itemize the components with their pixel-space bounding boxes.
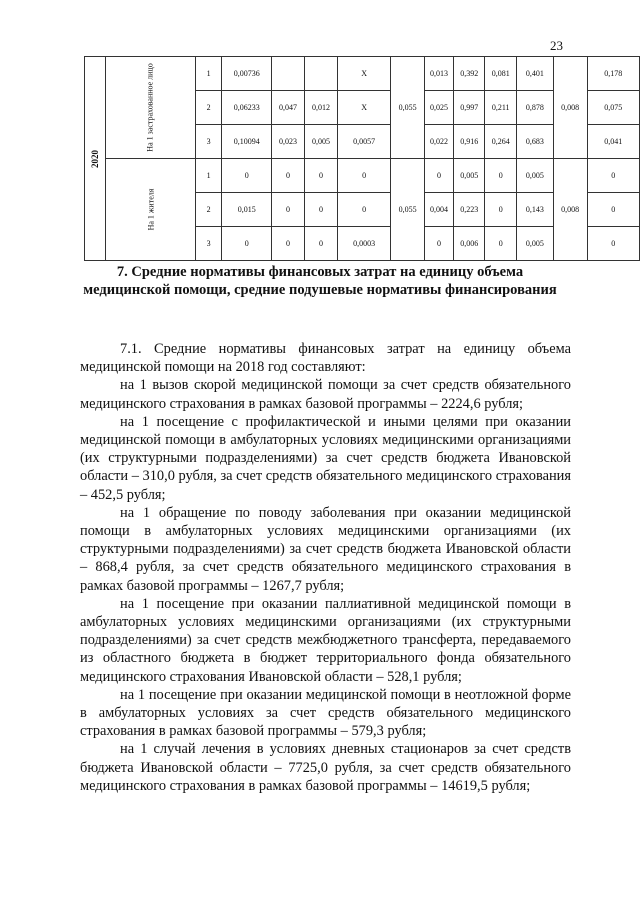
table-cell: X: [337, 57, 390, 91]
table-cell: 3: [195, 125, 222, 159]
table-cell: 1: [195, 57, 222, 91]
table-cell: 0: [587, 159, 639, 193]
table-cell: 0,075: [587, 91, 639, 125]
table-cell: 2: [195, 91, 222, 125]
table-cell: 0: [485, 227, 516, 261]
table-cell: 0,143: [516, 193, 553, 227]
table-cell: 0,0057: [337, 125, 390, 159]
table-cell: 0,005: [304, 125, 337, 159]
merged-cell: 0,055: [391, 57, 425, 159]
table-cell: 0,013: [424, 57, 453, 91]
table-cell: 0,0003: [337, 227, 390, 261]
table-cell: 0: [304, 159, 337, 193]
table-cell: 0,006: [454, 227, 485, 261]
table-cell: 0,022: [424, 125, 453, 159]
section-title: 7. Средние нормативы финансовых затрат на единицу объема медицинской помощи, средние подушевые нормативы финансирования: [83, 264, 557, 298]
year-cell: [85, 57, 106, 261]
table-cell: 0,06233: [222, 91, 272, 125]
merged-cell: 0,008: [553, 159, 587, 261]
group-cell: [106, 57, 195, 159]
table-cell: 1: [195, 159, 222, 193]
table-cell: [272, 57, 305, 91]
table-cell: 0,264: [485, 125, 516, 159]
table-row: [85, 57, 640, 91]
table-cell: 0: [222, 227, 272, 261]
table-cell: 3: [195, 227, 222, 261]
table-cell: [304, 57, 337, 91]
paragraph: на 1 вызов скорой медицинской помощи за счет средств обязательного медицинского страхования в рамках базовой программы – 2224,6 рубля;: [80, 377, 571, 412]
table-cell: 0: [587, 227, 639, 261]
table-cell: 0: [304, 227, 337, 261]
table-cell: 0,10094: [222, 125, 272, 159]
table-cell: 0: [424, 227, 453, 261]
paragraph: на 1 посещение при оказании паллиативной медицинской помощи в амбулаторных условиях медицинскими организациями (их структурными подразделениями) за счет средств межбюджетного трансферта, передаваемого из областного бюджета в бюджет территориального фонда обязательного медицинского страхования Ивановской области – 528,1 рубля;: [80, 595, 571, 685]
table-cell: 0,00736: [222, 57, 272, 91]
table-cell: 0: [222, 159, 272, 193]
table-cell: 0,211: [485, 91, 516, 125]
table-cell: 0: [337, 159, 390, 193]
table-cell: 0,223: [454, 193, 485, 227]
table-cell: 0: [272, 159, 305, 193]
table-cell: 0,025: [424, 91, 453, 125]
table-cell: 0,005: [516, 159, 553, 193]
body-text: [80, 340, 571, 795]
merged-cell: 0,008: [553, 57, 587, 159]
merged-cell: 0,055: [391, 159, 425, 261]
paragraph: на 1 посещение при оказании медицинской помощи в неотложной форме в амбулаторных условиях за счет средств обязательного медицинского страхования в рамках базовой программы – 579,3 рубля;: [80, 686, 571, 740]
table-cell: 0,023: [272, 125, 305, 159]
paragraph: на 1 посещение с профилактической и иными целями при оказании медицинской помощи в амбулаторных условиях медицинскими организациями (их структурными подразделениями) за счет средств бюджета Ивановской области – 310,0 рубля, за счет средств обязательного медицинского страхования – 452,5 рубля;: [80, 413, 571, 503]
paragraph: 7.1. Средние нормативы финансовых затрат на единицу объема медицинской помощи на 2018 год составляют:: [80, 341, 571, 376]
page-number: 23: [550, 38, 563, 53]
table-cell: 0,401: [516, 57, 553, 91]
table-cell: X: [337, 91, 390, 125]
table-cell: 0,015: [222, 193, 272, 227]
table-cell: 0,916: [454, 125, 485, 159]
table-cell: 2: [195, 193, 222, 227]
table-cell: 0: [424, 159, 453, 193]
group-label: На 1 застрахованное лицо: [146, 63, 156, 152]
table-cell: 0,041: [587, 125, 639, 159]
paragraph: на 1 случай лечения в условиях дневных стационаров за счет средств бюджета Ивановской области – 7725,0 рубля, за счет средств обязательного медицинского страхования в рамках базовой программы – 14619,5 рубля;: [80, 741, 571, 794]
table-cell: 0: [304, 193, 337, 227]
table-cell: 0,012: [304, 91, 337, 125]
table-cell: 0,178: [587, 57, 639, 91]
year-label: 2020: [90, 149, 101, 168]
table-cell: 0: [272, 227, 305, 261]
table-row: [85, 159, 640, 193]
table-cell: 0,004: [424, 193, 453, 227]
paragraph: на 1 обращение по поводу заболевания при оказании медицинской помощи в амбулаторных условиях медицинскими организациями (их структурными подразделениями) за счет средств бюджета Ивановской области – 868,4 рубля, за счет средств обязательного медицинского страхования в рамках базовой программы – 1267,7 рубля;: [80, 504, 571, 594]
data-table: [84, 56, 640, 261]
table-cell: 0: [485, 193, 516, 227]
table-cell: 0,997: [454, 91, 485, 125]
table-cell: 0: [485, 159, 516, 193]
group-label: На 1 жителя: [146, 188, 156, 231]
table-cell: 0,878: [516, 91, 553, 125]
group-cell: [106, 159, 195, 261]
table-cell: 0: [272, 193, 305, 227]
table-cell: 0,081: [485, 57, 516, 91]
table-cell: 0,005: [454, 159, 485, 193]
table-cell: 0: [337, 193, 390, 227]
table-cell: 0,392: [454, 57, 485, 91]
table-cell: 0,047: [272, 91, 305, 125]
table-cell: 0,005: [516, 227, 553, 261]
table-cell: 0,683: [516, 125, 553, 159]
table-cell: 0: [587, 193, 639, 227]
